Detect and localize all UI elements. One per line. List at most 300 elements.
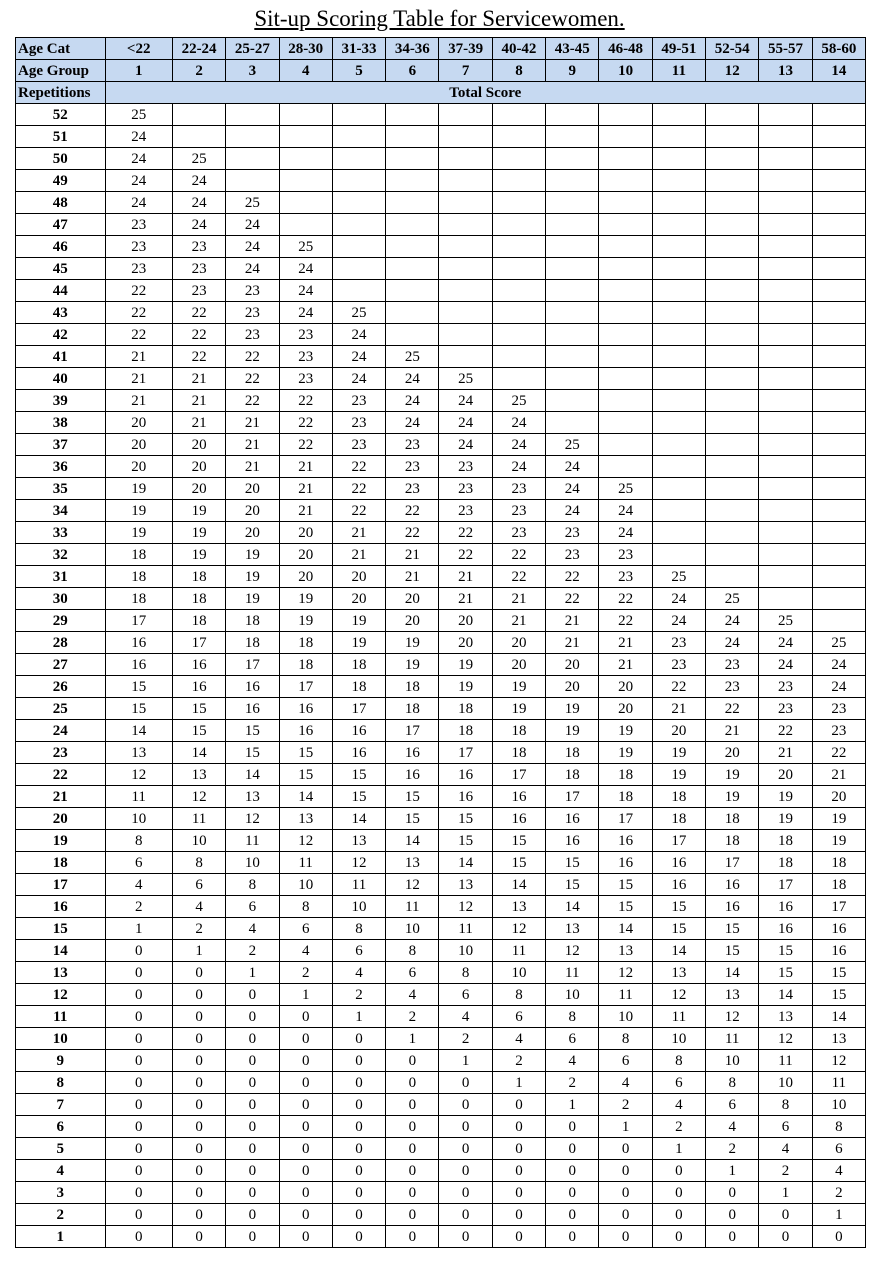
- score-cell: [759, 412, 812, 434]
- score-cell: 0: [105, 1050, 172, 1072]
- score-cell: 15: [546, 852, 599, 874]
- score-cell: 8: [546, 1006, 599, 1028]
- score-cell: 1: [492, 1072, 545, 1094]
- score-cell: 2: [546, 1072, 599, 1094]
- score-cell: 22: [492, 544, 545, 566]
- score-cell: 22: [332, 478, 385, 500]
- age-cat-header: 55-57: [759, 38, 812, 60]
- repetitions-cell: 31: [16, 566, 106, 588]
- score-cell: [599, 346, 652, 368]
- score-cell: [759, 192, 812, 214]
- score-cell: 14: [226, 764, 279, 786]
- score-cell: 19: [332, 610, 385, 632]
- score-cell: 24: [599, 522, 652, 544]
- age-cat-header: 40-42: [492, 38, 545, 60]
- score-cell: 1: [599, 1116, 652, 1138]
- score-cell: 17: [759, 874, 812, 896]
- score-cell: 11: [492, 940, 545, 962]
- score-cell: 17: [599, 808, 652, 830]
- repetitions-cell: 46: [16, 236, 106, 258]
- score-cell: 0: [439, 1182, 492, 1204]
- score-cell: [492, 126, 545, 148]
- score-cell: 0: [105, 1160, 172, 1182]
- score-cell: [492, 214, 545, 236]
- repetitions-cell: 51: [16, 126, 106, 148]
- score-cell: 22: [439, 544, 492, 566]
- score-cell: 20: [439, 610, 492, 632]
- score-cell: 14: [332, 808, 385, 830]
- score-cell: 21: [599, 654, 652, 676]
- age-group-header: 3: [226, 60, 279, 82]
- repetitions-cell: 11: [16, 1006, 106, 1028]
- table-row: [16, 918, 866, 940]
- table-row: [16, 830, 866, 852]
- score-cell: 21: [599, 632, 652, 654]
- score-cell: [332, 236, 385, 258]
- score-cell: 18: [279, 654, 332, 676]
- table-row: [16, 544, 866, 566]
- score-cell: 20: [226, 522, 279, 544]
- table-row: [16, 896, 866, 918]
- score-cell: 21: [172, 368, 225, 390]
- score-cell: [812, 302, 865, 324]
- score-cell: 16: [759, 918, 812, 940]
- score-cell: 21: [492, 588, 545, 610]
- repetitions-cell: 20: [16, 808, 106, 830]
- score-cell: 0: [546, 1182, 599, 1204]
- age-cat-header: 46-48: [599, 38, 652, 60]
- score-cell: 0: [492, 1160, 545, 1182]
- score-cell: 16: [226, 698, 279, 720]
- score-cell: 16: [546, 830, 599, 852]
- score-cell: 0: [386, 1094, 439, 1116]
- score-cell: 22: [492, 566, 545, 588]
- score-cell: [439, 214, 492, 236]
- score-cell: [546, 236, 599, 258]
- score-cell: 13: [812, 1028, 865, 1050]
- score-cell: [546, 368, 599, 390]
- score-cell: [386, 192, 439, 214]
- score-cell: 12: [652, 984, 705, 1006]
- score-cell: 6: [812, 1138, 865, 1160]
- score-cell: 4: [759, 1138, 812, 1160]
- score-cell: 21: [759, 742, 812, 764]
- score-cell: 11: [812, 1072, 865, 1094]
- score-cell: 13: [759, 1006, 812, 1028]
- score-cell: [652, 302, 705, 324]
- table-row: [16, 456, 866, 478]
- score-cell: 10: [599, 1006, 652, 1028]
- score-cell: 6: [386, 962, 439, 984]
- score-cell: 0: [105, 1204, 172, 1226]
- repetitions-cell: 30: [16, 588, 106, 610]
- score-cell: 23: [652, 632, 705, 654]
- score-cell: 16: [759, 896, 812, 918]
- score-cell: [706, 236, 759, 258]
- score-cell: 16: [386, 742, 439, 764]
- score-cell: [759, 368, 812, 390]
- table-row: [16, 412, 866, 434]
- score-cell: 19: [759, 808, 812, 830]
- score-cell: 0: [599, 1226, 652, 1248]
- score-cell: [546, 280, 599, 302]
- score-cell: 0: [332, 1138, 385, 1160]
- score-cell: 1: [812, 1204, 865, 1226]
- score-cell: 23: [706, 676, 759, 698]
- score-cell: 0: [652, 1226, 705, 1248]
- score-cell: 22: [546, 588, 599, 610]
- score-cell: 15: [546, 874, 599, 896]
- score-cell: 1: [759, 1182, 812, 1204]
- score-cell: 19: [492, 698, 545, 720]
- score-cell: 4: [706, 1116, 759, 1138]
- score-cell: [706, 302, 759, 324]
- score-cell: 17: [226, 654, 279, 676]
- score-cell: 1: [172, 940, 225, 962]
- score-cell: 20: [105, 412, 172, 434]
- score-cell: 21: [279, 500, 332, 522]
- score-cell: [546, 346, 599, 368]
- score-cell: [652, 522, 705, 544]
- score-cell: 10: [332, 896, 385, 918]
- repetitions-cell: 10: [16, 1028, 106, 1050]
- score-cell: [706, 544, 759, 566]
- score-cell: [279, 192, 332, 214]
- score-cell: [759, 456, 812, 478]
- score-cell: 12: [759, 1028, 812, 1050]
- score-cell: 23: [279, 368, 332, 390]
- score-cell: 23: [492, 500, 545, 522]
- score-cell: [332, 126, 385, 148]
- score-cell: 19: [812, 830, 865, 852]
- score-cell: 22: [279, 434, 332, 456]
- score-cell: [652, 324, 705, 346]
- repetitions-cell: 3: [16, 1182, 106, 1204]
- score-cell: 25: [226, 192, 279, 214]
- score-cell: 2: [652, 1116, 705, 1138]
- score-cell: 0: [226, 1204, 279, 1226]
- score-cell: 24: [439, 434, 492, 456]
- table-row: [16, 148, 866, 170]
- score-cell: 20: [332, 588, 385, 610]
- score-cell: [492, 170, 545, 192]
- score-cell: 23: [439, 500, 492, 522]
- score-cell: 0: [226, 1072, 279, 1094]
- score-cell: 23: [759, 698, 812, 720]
- score-cell: [172, 126, 225, 148]
- score-cell: 21: [279, 456, 332, 478]
- score-cell: 15: [439, 830, 492, 852]
- score-cell: 0: [546, 1138, 599, 1160]
- score-cell: 2: [332, 984, 385, 1006]
- table-row: [16, 280, 866, 302]
- score-cell: [546, 192, 599, 214]
- score-cell: 21: [386, 566, 439, 588]
- score-cell: 19: [105, 522, 172, 544]
- score-cell: 14: [652, 940, 705, 962]
- score-cell: 22: [172, 324, 225, 346]
- repetitions-cell: 28: [16, 632, 106, 654]
- score-cell: 0: [172, 1072, 225, 1094]
- score-cell: 22: [105, 302, 172, 324]
- age-group-header: 13: [759, 60, 812, 82]
- score-cell: 23: [599, 544, 652, 566]
- table-row: [16, 1226, 866, 1248]
- score-cell: 10: [812, 1094, 865, 1116]
- score-cell: [706, 456, 759, 478]
- score-cell: 22: [105, 280, 172, 302]
- score-cell: [706, 192, 759, 214]
- score-cell: [652, 434, 705, 456]
- score-cell: 24: [386, 412, 439, 434]
- score-cell: 24: [386, 390, 439, 412]
- score-cell: [706, 126, 759, 148]
- score-cell: 25: [439, 368, 492, 390]
- score-cell: [386, 280, 439, 302]
- score-cell: [492, 324, 545, 346]
- score-cell: 11: [386, 896, 439, 918]
- score-cell: [759, 544, 812, 566]
- score-cell: [706, 346, 759, 368]
- score-cell: 23: [279, 346, 332, 368]
- score-cell: 17: [546, 786, 599, 808]
- score-cell: [812, 236, 865, 258]
- score-cell: 0: [172, 1050, 225, 1072]
- score-cell: 14: [599, 918, 652, 940]
- score-cell: 18: [652, 808, 705, 830]
- score-cell: 23: [706, 654, 759, 676]
- score-cell: 0: [332, 1182, 385, 1204]
- score-cell: 0: [279, 1116, 332, 1138]
- score-cell: [546, 258, 599, 280]
- score-cell: [706, 500, 759, 522]
- score-cell: 0: [386, 1072, 439, 1094]
- score-cell: [599, 368, 652, 390]
- repetitions-cell: 18: [16, 852, 106, 874]
- score-cell: 24: [706, 632, 759, 654]
- table-row: [16, 192, 866, 214]
- score-cell: 0: [439, 1094, 492, 1116]
- score-cell: [812, 500, 865, 522]
- score-cell: 0: [706, 1182, 759, 1204]
- score-cell: [492, 258, 545, 280]
- score-cell: [759, 522, 812, 544]
- score-cell: [439, 324, 492, 346]
- score-cell: 11: [226, 830, 279, 852]
- score-cell: 16: [332, 720, 385, 742]
- score-cell: 16: [706, 896, 759, 918]
- score-cell: 18: [812, 852, 865, 874]
- score-cell: 15: [386, 808, 439, 830]
- score-cell: 16: [439, 764, 492, 786]
- score-cell: 13: [439, 874, 492, 896]
- score-cell: 20: [332, 566, 385, 588]
- score-cell: 24: [226, 258, 279, 280]
- score-cell: 14: [439, 852, 492, 874]
- score-cell: 12: [105, 764, 172, 786]
- score-cell: 20: [599, 676, 652, 698]
- score-cell: 19: [332, 632, 385, 654]
- score-cell: 2: [599, 1094, 652, 1116]
- score-cell: 8: [386, 940, 439, 962]
- score-cell: 0: [386, 1204, 439, 1226]
- score-cell: 0: [279, 1182, 332, 1204]
- score-cell: [599, 324, 652, 346]
- score-cell: [652, 192, 705, 214]
- age-cat-row: [16, 38, 866, 60]
- score-cell: 18: [332, 654, 385, 676]
- score-cell: 0: [386, 1182, 439, 1204]
- age-group-header: 7: [439, 60, 492, 82]
- score-cell: 18: [492, 720, 545, 742]
- score-cell: 15: [492, 852, 545, 874]
- score-cell: 15: [652, 918, 705, 940]
- score-cell: 0: [652, 1182, 705, 1204]
- score-cell: 2: [226, 940, 279, 962]
- score-cell: 19: [652, 742, 705, 764]
- score-cell: [546, 324, 599, 346]
- score-cell: 23: [226, 324, 279, 346]
- table-row: [16, 434, 866, 456]
- score-cell: 1: [439, 1050, 492, 1072]
- score-cell: 22: [172, 346, 225, 368]
- score-cell: 0: [652, 1160, 705, 1182]
- score-cell: 19: [226, 566, 279, 588]
- score-cell: 16: [546, 808, 599, 830]
- score-cell: 21: [546, 610, 599, 632]
- score-cell: [226, 104, 279, 126]
- score-cell: [386, 104, 439, 126]
- score-cell: 24: [439, 390, 492, 412]
- score-cell: 25: [172, 148, 225, 170]
- score-cell: 21: [172, 412, 225, 434]
- score-cell: 2: [706, 1138, 759, 1160]
- score-cell: 4: [172, 896, 225, 918]
- score-cell: 11: [439, 918, 492, 940]
- score-cell: 0: [439, 1072, 492, 1094]
- age-cat-header: 49-51: [652, 38, 705, 60]
- repetitions-cell: 6: [16, 1116, 106, 1138]
- score-cell: 0: [105, 984, 172, 1006]
- score-cell: 6: [332, 940, 385, 962]
- score-cell: 18: [546, 742, 599, 764]
- score-cell: 18: [546, 764, 599, 786]
- score-cell: 24: [812, 654, 865, 676]
- title-period: .: [618, 6, 625, 31]
- table-row: [16, 610, 866, 632]
- score-cell: 0: [105, 1182, 172, 1204]
- score-cell: 12: [279, 830, 332, 852]
- score-cell: 0: [226, 1094, 279, 1116]
- score-cell: [599, 456, 652, 478]
- score-cell: [599, 236, 652, 258]
- score-cell: [812, 522, 865, 544]
- score-cell: [279, 126, 332, 148]
- score-cell: 20: [492, 654, 545, 676]
- table-row: [16, 214, 866, 236]
- age-group-header: 14: [812, 60, 865, 82]
- table-row: [16, 940, 866, 962]
- score-cell: [706, 478, 759, 500]
- table-row: [16, 1204, 866, 1226]
- score-cell: [652, 148, 705, 170]
- score-cell: 18: [226, 632, 279, 654]
- score-cell: 0: [172, 1226, 225, 1248]
- score-cell: 10: [492, 962, 545, 984]
- age-group-header: 6: [386, 60, 439, 82]
- age-cat-header: 34-36: [386, 38, 439, 60]
- score-cell: 22: [599, 588, 652, 610]
- score-cell: 15: [706, 940, 759, 962]
- score-cell: 15: [226, 720, 279, 742]
- score-cell: 2: [439, 1028, 492, 1050]
- table-row: [16, 522, 866, 544]
- score-cell: 4: [386, 984, 439, 1006]
- score-cell: 13: [546, 918, 599, 940]
- repetitions-cell: 24: [16, 720, 106, 742]
- score-cell: 10: [546, 984, 599, 1006]
- score-cell: 18: [279, 632, 332, 654]
- repetitions-cell: 39: [16, 390, 106, 412]
- repetitions-cell: 48: [16, 192, 106, 214]
- repetitions-cell: 37: [16, 434, 106, 456]
- score-cell: 24: [599, 500, 652, 522]
- score-cell: 24: [226, 236, 279, 258]
- repetitions-cell: 25: [16, 698, 106, 720]
- score-cell: 14: [279, 786, 332, 808]
- age-cat-header: 25-27: [226, 38, 279, 60]
- score-cell: [652, 236, 705, 258]
- score-cell: 19: [226, 544, 279, 566]
- score-cell: 8: [172, 852, 225, 874]
- score-cell: 19: [599, 742, 652, 764]
- table-row: [16, 302, 866, 324]
- score-cell: 20: [172, 456, 225, 478]
- score-cell: 20: [546, 676, 599, 698]
- repetitions-cell: 7: [16, 1094, 106, 1116]
- score-cell: 12: [546, 940, 599, 962]
- score-cell: [439, 280, 492, 302]
- score-cell: [812, 104, 865, 126]
- table-row: [16, 324, 866, 346]
- score-cell: 18: [759, 830, 812, 852]
- score-cell: 14: [812, 1006, 865, 1028]
- score-cell: 0: [759, 1204, 812, 1226]
- score-cell: 16: [439, 786, 492, 808]
- repetitions-cell: 45: [16, 258, 106, 280]
- score-cell: 16: [812, 918, 865, 940]
- table-row: [16, 1028, 866, 1050]
- score-cell: 18: [172, 588, 225, 610]
- score-cell: 0: [226, 1028, 279, 1050]
- score-cell: 0: [172, 1138, 225, 1160]
- score-cell: 11: [599, 984, 652, 1006]
- score-cell: 17: [172, 632, 225, 654]
- score-cell: 10: [172, 830, 225, 852]
- score-cell: 18: [105, 588, 172, 610]
- score-cell: [759, 434, 812, 456]
- score-cell: [599, 148, 652, 170]
- score-cell: 23: [759, 676, 812, 698]
- score-cell: [759, 390, 812, 412]
- score-cell: 8: [279, 896, 332, 918]
- score-cell: 19: [759, 786, 812, 808]
- score-cell: 12: [386, 874, 439, 896]
- score-cell: 0: [546, 1204, 599, 1226]
- score-cell: 11: [172, 808, 225, 830]
- score-cell: 23: [599, 566, 652, 588]
- score-cell: 15: [599, 896, 652, 918]
